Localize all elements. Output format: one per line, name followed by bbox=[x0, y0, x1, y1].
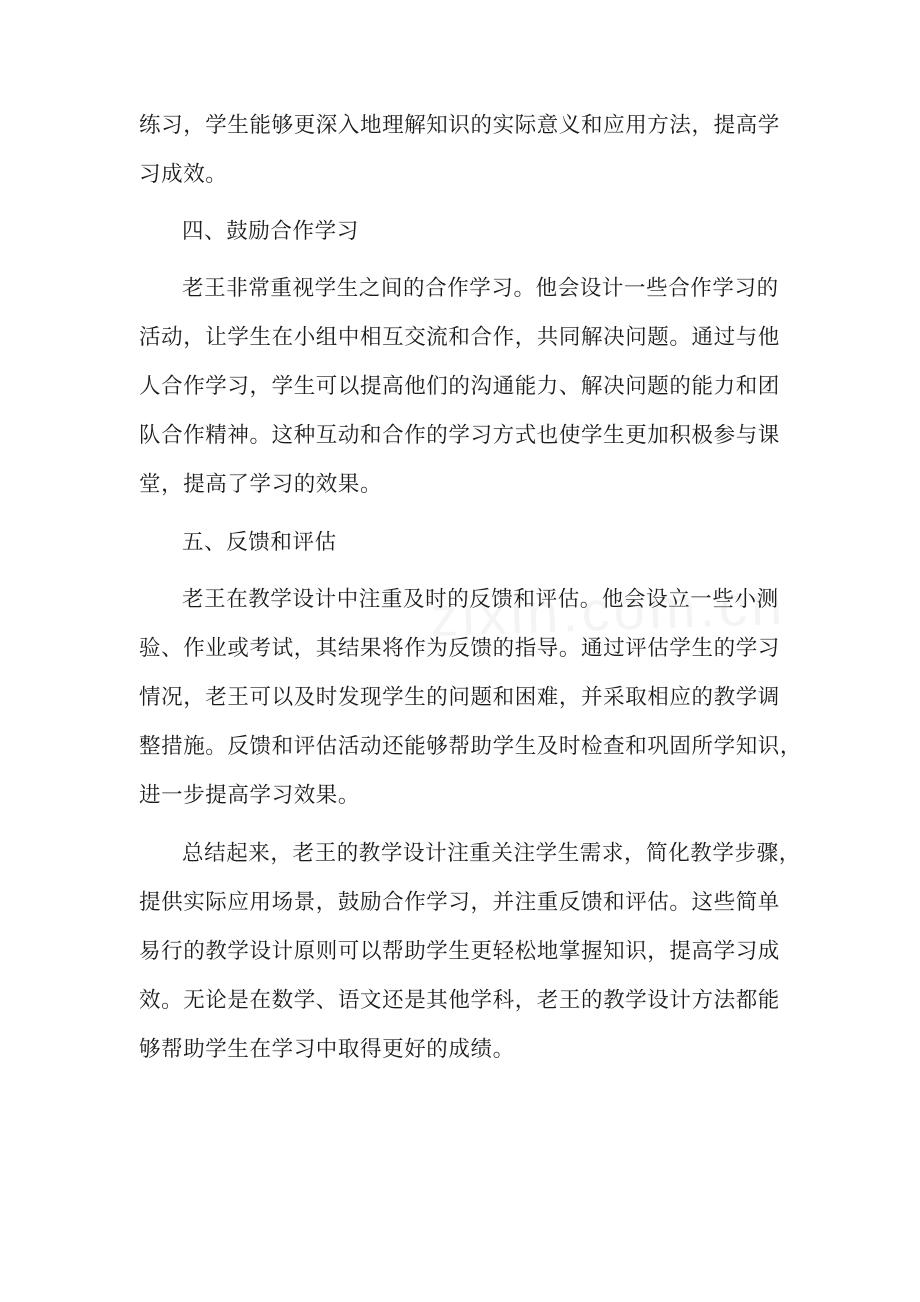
paragraph-line: 练习，学生能够更深入地理解知识的实际意义和应用方法，提高学 bbox=[139, 113, 780, 138]
paragraph-line: 验、作业或考试，其结果将作为反馈的指导。通过评估学生的学习 bbox=[139, 636, 780, 661]
paragraph-line: 习成效。 bbox=[139, 162, 228, 187]
section-heading: 五、反馈和评估 bbox=[182, 530, 337, 555]
section-heading: 四、鼓励合作学习 bbox=[182, 219, 359, 244]
paragraph-line: 活动，让学生在小组中相互交流和合作，共同解决问题。通过与他 bbox=[139, 325, 780, 350]
paragraph-line: 整措施。反馈和评估活动还能够帮助学生及时检查和巩固所学知识， bbox=[139, 734, 803, 759]
paragraph-line: 总结起来，老王的教学设计注重关注学生需求，简化教学步骤， bbox=[182, 841, 801, 866]
paragraph-line: 老王在教学设计中注重及时的反馈和评估。他会设立一些小测 bbox=[182, 587, 779, 612]
paragraph-line: 易行的教学设计原则可以帮助学生更轻松地掌握知识，提高学习成 bbox=[139, 939, 780, 964]
paragraph-line: 老王非常重视学生之间的合作学习。他会设计一些合作学习的 bbox=[182, 276, 779, 301]
paragraph-line: 够帮助学生在学习中取得更好的成绩。 bbox=[139, 1037, 515, 1062]
paragraph-line: 情况，老王可以及时发现学生的问题和困难，并采取相应的教学调 bbox=[139, 685, 780, 710]
paragraph-line: 效。无论是在数学、语文还是其他学科，老王的教学设计方法都能 bbox=[139, 988, 780, 1013]
paragraph-line: 提供实际应用场景，鼓励合作学习，并注重反馈和评估。这些简单 bbox=[139, 890, 780, 915]
paragraph-line: 人合作学习，学生可以提高他们的沟通能力、解决问题的能力和团 bbox=[139, 374, 780, 399]
paragraph-line: 队合作精神。这种互动和合作的学习方式也使学生更加积极参与课 bbox=[139, 423, 780, 448]
paragraph-line: 堂，提高了学习的效果。 bbox=[139, 472, 383, 497]
paragraph-line: 进一步提高学习效果。 bbox=[139, 783, 361, 808]
